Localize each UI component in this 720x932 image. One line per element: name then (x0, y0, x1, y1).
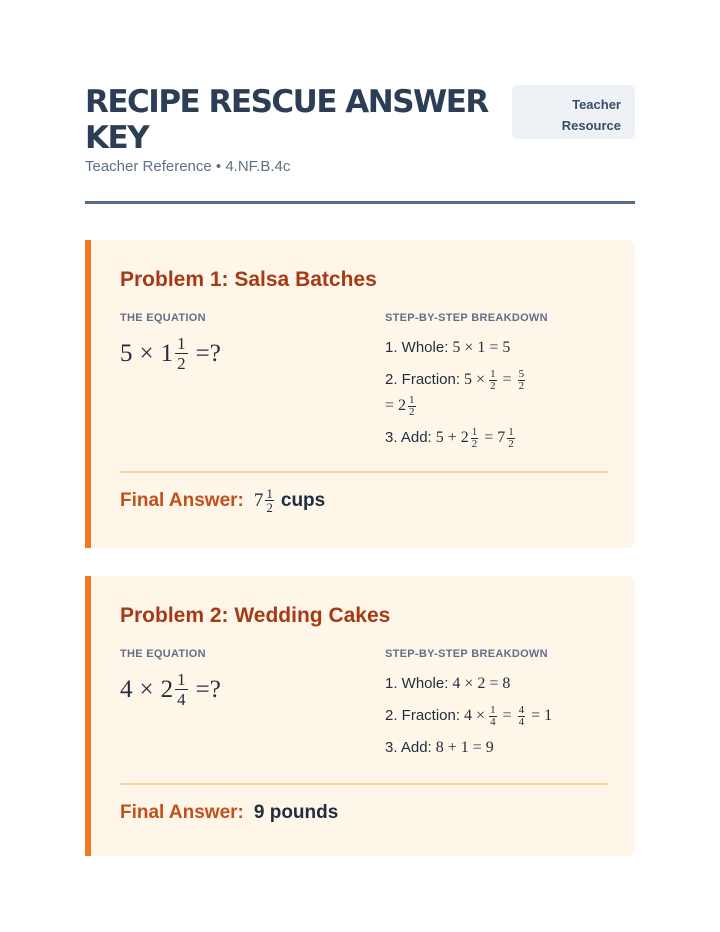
fraction-numerator: 1 (508, 425, 514, 438)
badge-line-2: Resource (561, 118, 621, 133)
fraction-denominator: 4 (177, 690, 186, 709)
fraction-numerator: 1 (177, 670, 186, 689)
steps-list (385, 336, 635, 458)
steps-label: STEP-BY-STEP BREAKDOWN (385, 312, 548, 324)
step-add (385, 426, 635, 450)
step-prefix: 2. Fraction: (385, 371, 461, 388)
mixed-fraction (175, 334, 188, 373)
step-fraction (518, 705, 526, 728)
card-divider (120, 783, 608, 785)
steps-list (385, 672, 635, 768)
step-math-part: = 1 (531, 707, 553, 724)
page-subtitle: Teacher Reference • 4.NF.B.4c (85, 158, 291, 175)
step-math (464, 368, 527, 392)
times-sign: × (139, 675, 154, 703)
final-answer-value (254, 487, 325, 514)
fraction-numerator: 1 (266, 486, 273, 501)
equation (120, 334, 221, 373)
fraction-numerator: 1 (471, 425, 478, 438)
fraction-denominator: 2 (409, 405, 415, 418)
step-whole (385, 336, 635, 360)
problem-card-2 (85, 576, 635, 856)
steps-label: STEP-BY-STEP BREAKDOWN (385, 648, 548, 660)
final-answer-label: Final Answer: (120, 489, 244, 511)
fraction-denominator: 2 (266, 500, 273, 515)
equation (120, 670, 221, 709)
step-fraction (507, 427, 515, 450)
step-fraction (471, 427, 479, 450)
mixed-whole: 2 (160, 675, 174, 703)
equals-sign: = (502, 707, 512, 724)
step-whole (385, 672, 635, 696)
fraction-numerator: 5 (518, 367, 525, 380)
step-math-part: 5 × (464, 371, 486, 388)
final-answer (120, 802, 338, 824)
step-math-part: 4 × (464, 707, 486, 724)
step-math: 5 × 1 = 5 (452, 339, 511, 356)
problem-title: Problem 1: Salsa Batches (120, 268, 377, 291)
step-prefix: 1. Whole: (385, 675, 449, 692)
problem-card-1 (85, 240, 635, 548)
card-divider (120, 471, 608, 473)
equals-sign: = (502, 371, 512, 388)
step-prefix: 3. Add: (385, 429, 432, 446)
step-fraction-continued (385, 394, 635, 418)
fraction-denominator: 2 (177, 354, 186, 373)
teacher-resource-badge (512, 85, 635, 139)
equation-factor: 5 (120, 339, 133, 367)
fraction-numerator: 1 (490, 367, 496, 380)
step-prefix: 1. Whole: (385, 339, 449, 356)
step-math: 8 + 1 = 9 (435, 739, 494, 756)
step-fraction (385, 704, 635, 728)
fraction-numerator: 1 (409, 393, 415, 406)
step-fraction (408, 395, 416, 418)
fraction-denominator: 2 (508, 437, 514, 450)
step-prefix: 3. Add: (385, 739, 432, 756)
answer-unit: cups (280, 489, 326, 511)
mixed-whole: 1 (160, 339, 174, 367)
step-add (385, 736, 635, 760)
step-math (464, 704, 552, 728)
step-fraction (518, 369, 526, 392)
answer-fraction (265, 487, 274, 514)
step-math-part: = 2 (385, 397, 407, 414)
problem-title: Problem 2: Wedding Cakes (120, 604, 391, 627)
header-divider (85, 201, 635, 204)
step-math-part: = 7 (484, 429, 506, 446)
final-answer-label: Final Answer: (120, 802, 244, 823)
fraction-numerator: 1 (490, 703, 496, 716)
fraction-denominator: 4 (490, 715, 496, 728)
badge-line-1: Teacher (572, 97, 621, 112)
fraction-numerator: 4 (518, 703, 525, 716)
step-math (385, 394, 418, 418)
fraction-denominator: 2 (490, 379, 496, 392)
final-answer (120, 487, 325, 514)
mixed-fraction (175, 670, 188, 709)
step-math (436, 426, 517, 450)
fraction-denominator: 2 (471, 437, 478, 450)
equation-factor: 4 (120, 675, 133, 703)
step-fraction (489, 705, 497, 728)
fraction-denominator: 2 (518, 379, 525, 392)
fraction-denominator: 4 (518, 715, 525, 728)
equation-unknown: =? (195, 675, 221, 703)
equation-unknown: =? (195, 339, 221, 367)
page-title: RECIPE RESCUE ANSWER KEY (85, 84, 488, 156)
step-math: 4 × 2 = 8 (452, 675, 511, 692)
equation-label: THE EQUATION (120, 648, 206, 660)
final-answer-value: 9 pounds (253, 802, 339, 823)
equation-label: THE EQUATION (120, 312, 206, 324)
times-sign: × (139, 339, 154, 367)
step-fraction (489, 369, 497, 392)
answer-whole: 7 (253, 489, 264, 511)
fraction-numerator: 1 (177, 334, 186, 353)
step-prefix: 2. Fraction: (385, 707, 461, 724)
step-math-part: 5 + 2 (435, 429, 469, 446)
step-fraction (385, 368, 635, 392)
